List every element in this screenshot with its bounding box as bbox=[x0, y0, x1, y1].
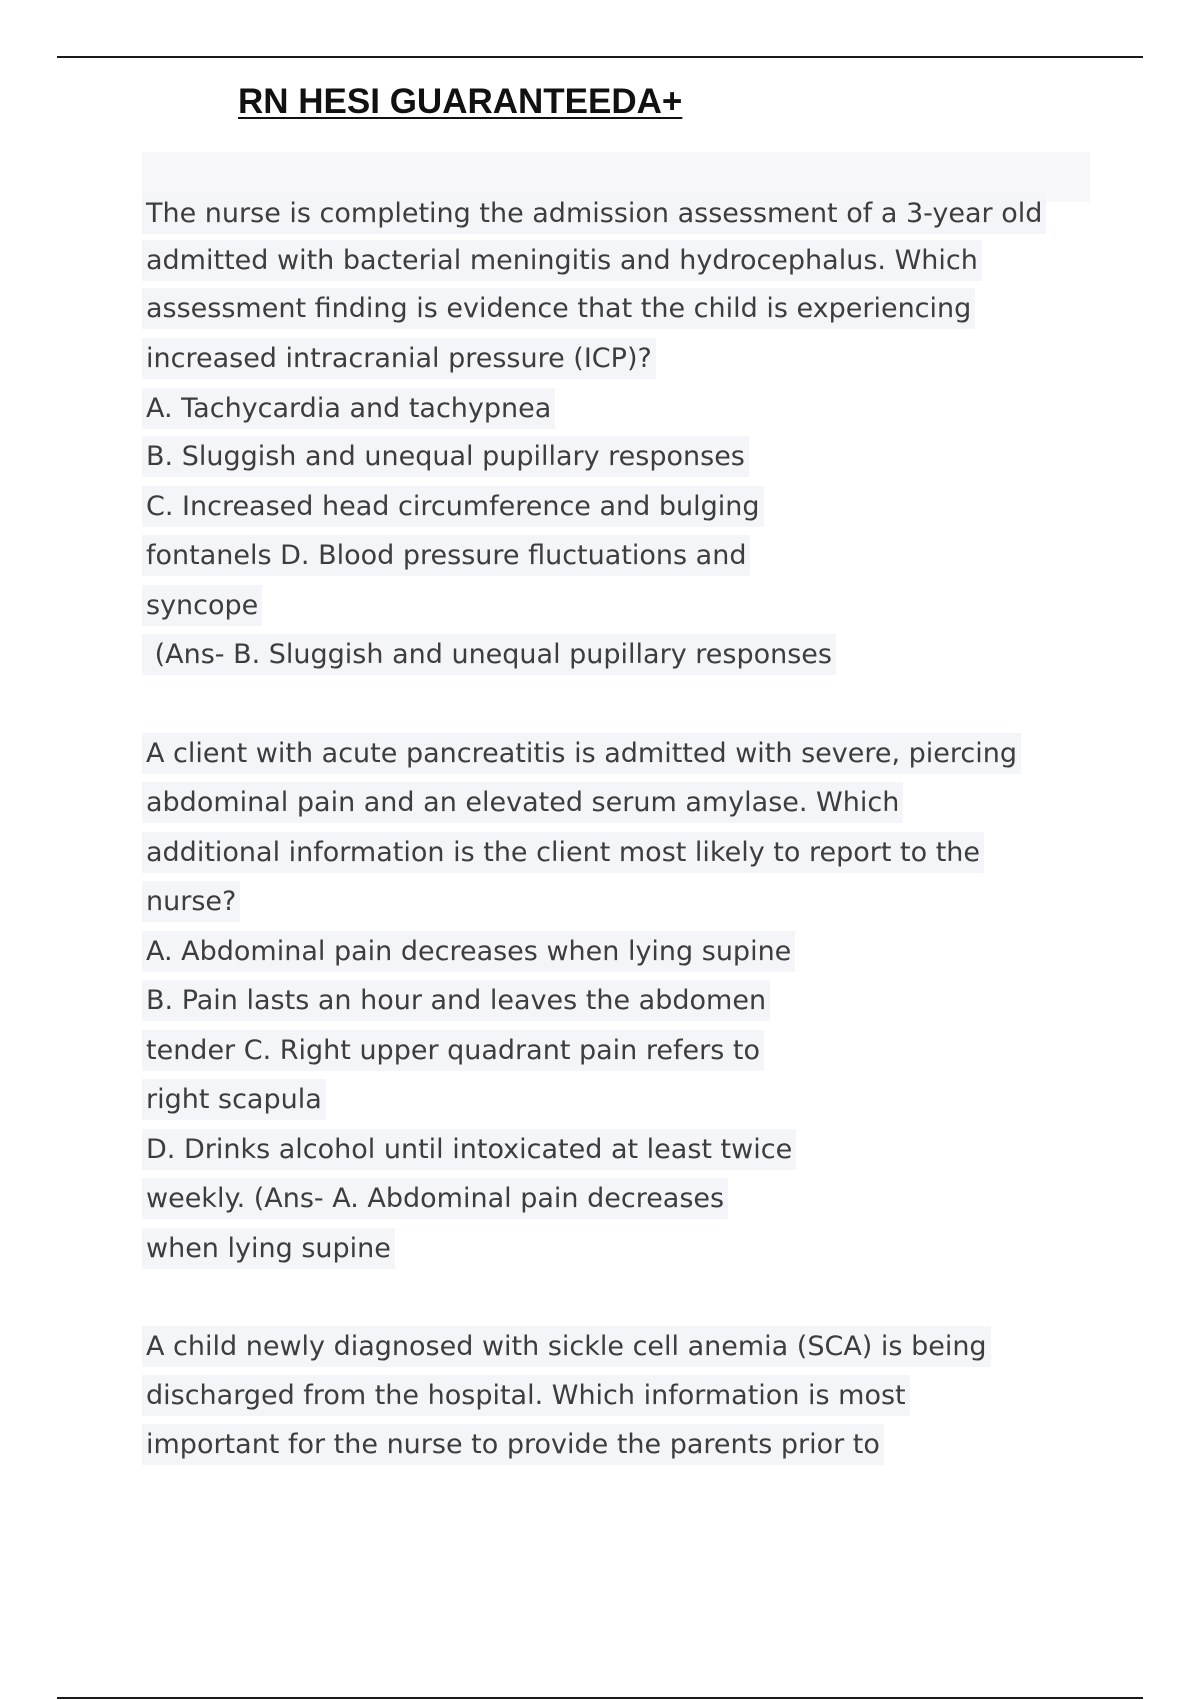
question-1-option: A. Tachycardia and tachypnea bbox=[142, 388, 555, 429]
question-2-option: right scapula bbox=[142, 1079, 326, 1120]
bottom-rule bbox=[57, 1697, 1143, 1699]
question-1-option: syncope bbox=[142, 585, 262, 626]
question-2-line: nurse? bbox=[142, 881, 240, 922]
question-3-line: important for the nurse to provide the parents prior to bbox=[142, 1424, 884, 1465]
question-1-line: increased intracranial pressure (ICP)? bbox=[142, 338, 656, 379]
question-3-line: discharged from the hospital. Which information is most bbox=[142, 1375, 910, 1416]
question-1-line: admitted with bacterial meningitis and hydrocephalus. Which bbox=[142, 240, 982, 281]
question-1-answer: (Ans- B. Sluggish and unequal pupillary responses bbox=[142, 634, 836, 675]
question-2-answer: weekly. (Ans- A. Abdominal pain decreases bbox=[142, 1178, 728, 1219]
question-1-option: C. Increased head circumference and bulging bbox=[142, 486, 764, 527]
question-3-line: A child newly diagnosed with sickle cell anemia (SCA) is being bbox=[142, 1326, 991, 1367]
question-2-option: D. Drinks alcohol until intoxicated at least twice bbox=[142, 1129, 796, 1170]
question-1-option: fontanels D. Blood pressure fluctuations and bbox=[142, 535, 750, 576]
question-1-line: assessment finding is evidence that the child is experiencing bbox=[142, 288, 975, 329]
question-2-line: A client with acute pancreatitis is admitted with severe, piercing bbox=[142, 733, 1021, 774]
question-2-answer: when lying supine bbox=[142, 1228, 395, 1269]
document-title: RN HESI GUARANTEEDA+ bbox=[238, 82, 683, 121]
question-2-line: abdominal pain and an elevated serum amylase. Which bbox=[142, 782, 903, 823]
question-2-option: B. Pain lasts an hour and leaves the abdomen bbox=[142, 980, 770, 1021]
top-rule bbox=[57, 56, 1143, 58]
question-2-option: A. Abdominal pain decreases when lying supine bbox=[142, 931, 795, 972]
question-2-option: tender C. Right upper quadrant pain refers to bbox=[142, 1030, 764, 1071]
question-1-option: B. Sluggish and unequal pupillary responses bbox=[142, 436, 749, 477]
question-1-line: The nurse is completing the admission assessment of a 3-year old bbox=[142, 193, 1046, 234]
question-2-line: additional information is the client most likely to report to the bbox=[142, 832, 984, 873]
